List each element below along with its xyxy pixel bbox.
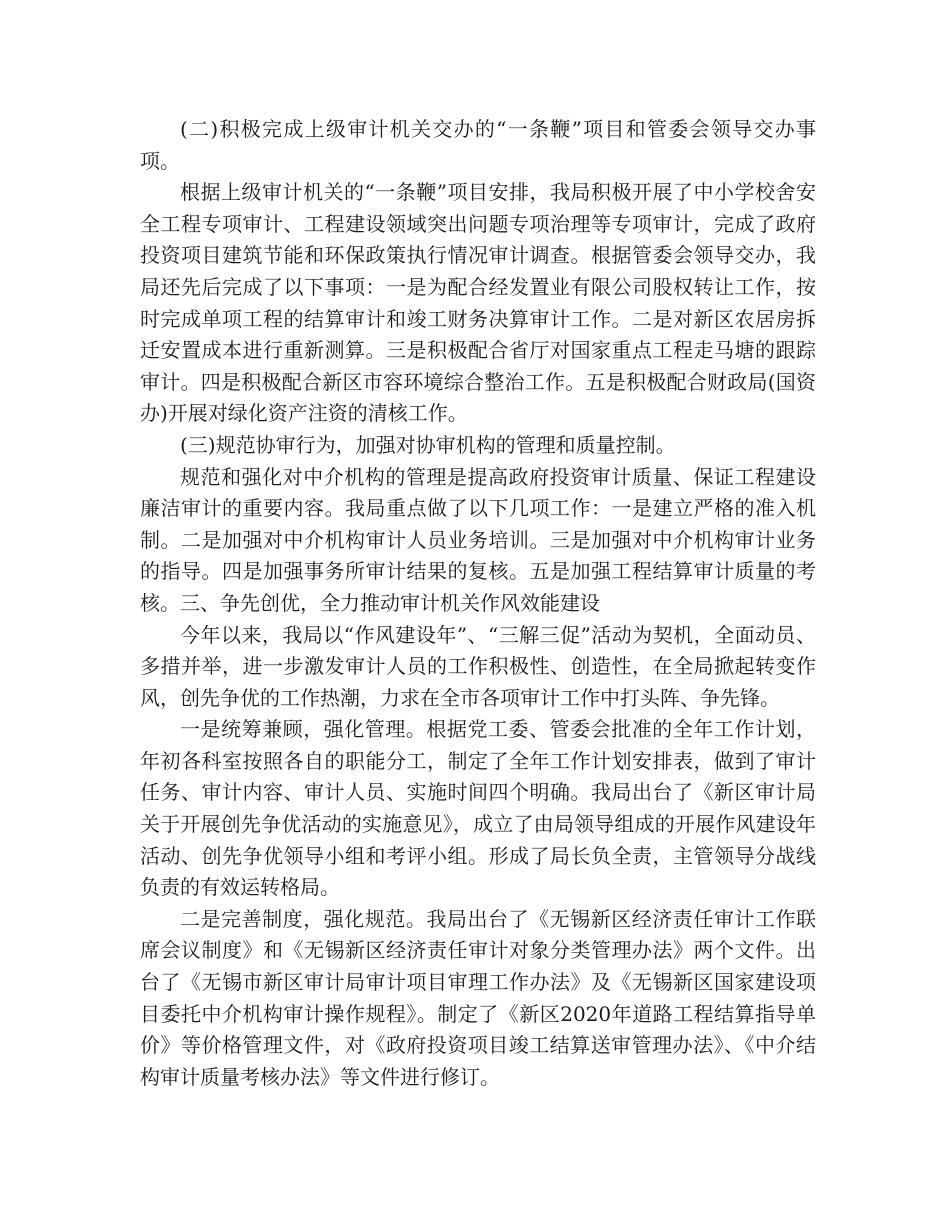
body-paragraph: 根据上级审计机关的“一条鞭”项目安排，我局积极开展了中小学校舍安全工程专项审计、工程建设领域突出问题专项治理等专项审计，完成了政府投资项目建筑节能和环保政策执行情况审计调查。根据管委会领导交办，我局还先后完成了以下事项：一是为配合经发置业有限公司股权转让工作，按时完成单项工程的结算审计和竣工财务决算审计工作。二是对新区农居房拆迁安置成本进行重新测算。三是积极配合省厅对国家重点工程走马塘的跟踪审计。四是积极配合新区市容环境综合整治工作。五是积极配合财政局(国资办)开展对绿化资产注资的清核工作。 (140, 180, 816, 426)
body-paragraph: 规范和强化对中介机构的管理是提高政府投资审计质量、保证工程建设廉洁审计的重要内容。我局重点做了以下几项工作：一是建立严格的准入机制。二是加强对中介机构审计人员业务培训。三是加强对中介机构审计业务的指导。四是加强事务所审计结果的复核。五是加强工程结算审计质量的考核。三、争先创优，全力推动审计机关作风效能建设 (140, 464, 816, 615)
section-heading-2: (二)积极完成上级审计机关交办的“一条鞭”项目和管委会领导交办事项。 (140, 117, 816, 173)
body-paragraph: 一是统筹兼顾，强化管理。根据党工委、管委会批准的全年工作计划，年初各科室按照各自的职能分工，制定了全年工作计划安排表，做到了审计任务、审计内容、审计人员、实施时间四个明确。我局出台了《新区审计局关于开展创先争优活动的实施意见》，成立了由局领导组成的开展作风建设年活动、创先争优领导小组和考评小组。形成了局长负全责，主管领导分战线负责的有效运转格局。 (140, 717, 816, 900)
document-body (140, 114, 816, 1093)
section-heading-3: (三)规范协审行为，加强对协审机构的管理和质量控制。 (180, 432, 676, 457)
body-paragraph: 二是完善制度，强化规范。我局出台了《无锡新区经济责任审计工作联席会议制度》和《无锡新区经济责任审计对象分类管理办法》两个文件。出台了《无锡市新区审计局审计项目审理工作办法》及《无锡新区国家建设项目委托中介机构审计操作规程》。制定了《新区2020年道路工程结算指导单价》等价格管理文件，对《政府投资项目竣工结算送审管理办法》、《中介结构审计质量考核办法》等文件进行修订。 (140, 906, 816, 1089)
body-paragraph: 今年以来，我局以“作风建设年”、“三解三促”活动为契机，全面动员、多措并举，进一步激发审计人员的工作积极性、创造性，在全局掀起转变作风，创先争优的工作热潮，力求在全市各项审计工作中打头阵、争先锋。 (140, 622, 816, 710)
